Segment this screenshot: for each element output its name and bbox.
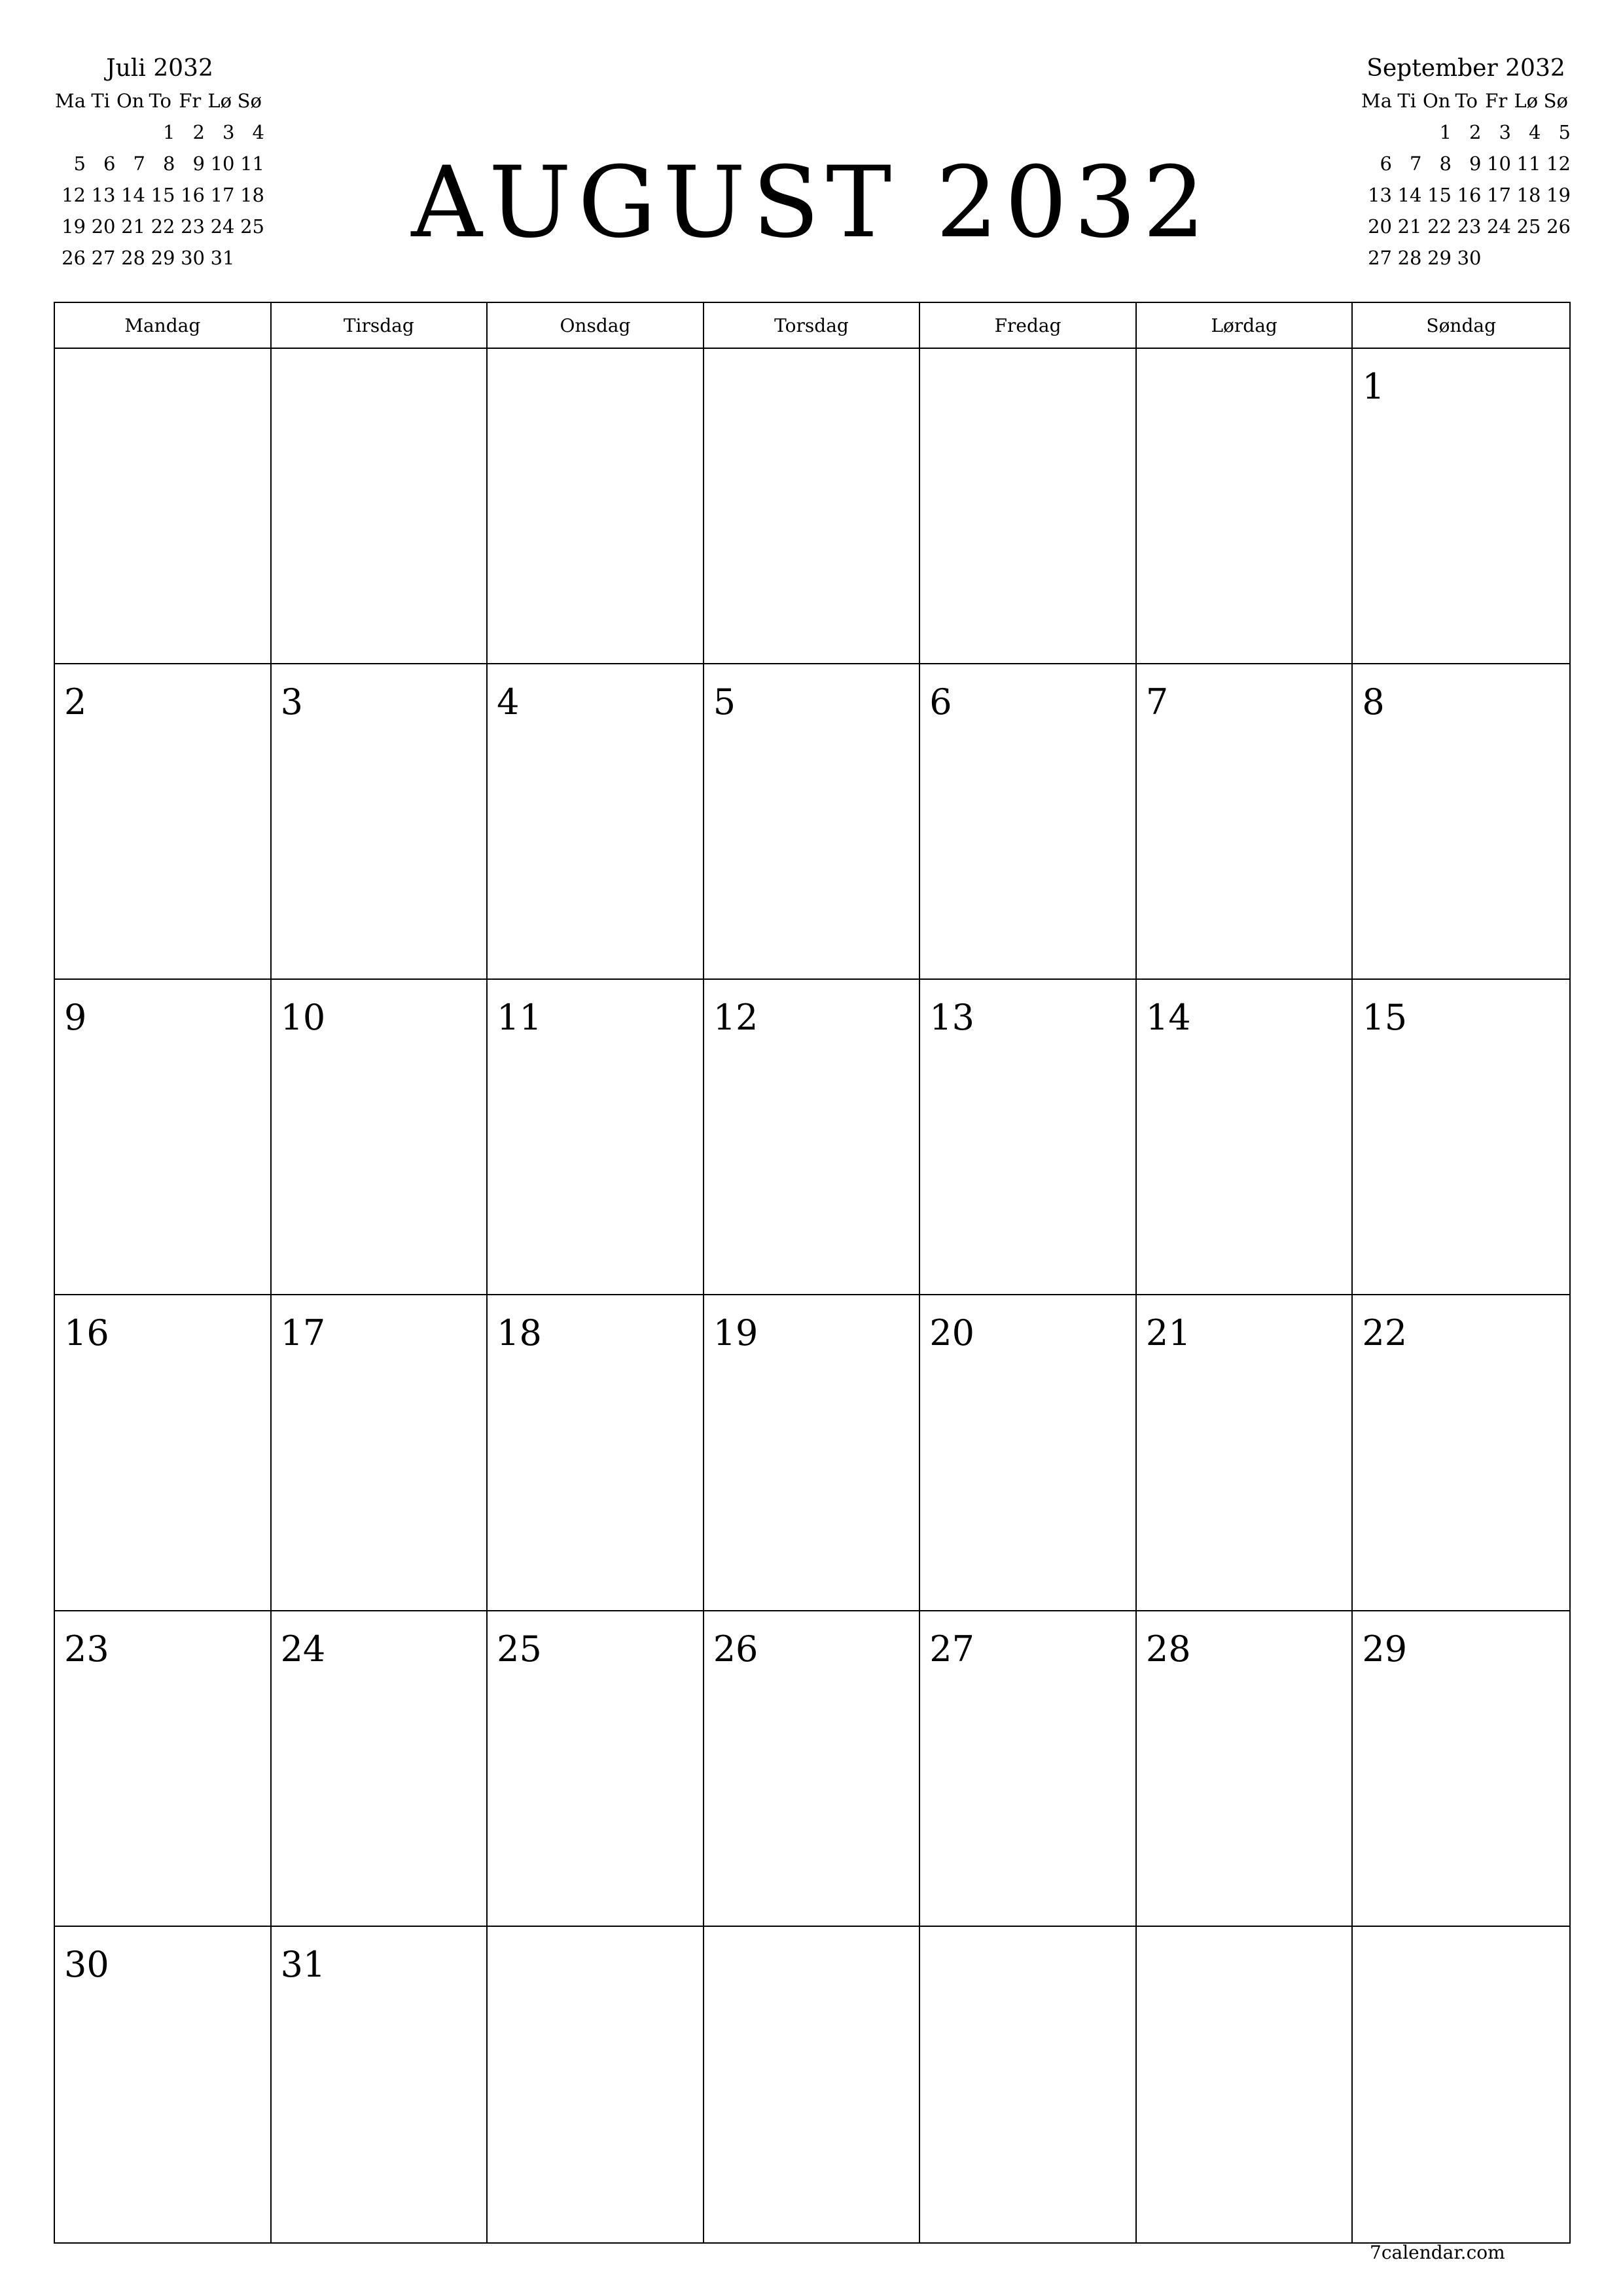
day-cell	[1137, 349, 1353, 664]
day-number: 17	[280, 1312, 326, 1354]
mini-day: 13	[91, 184, 116, 206]
mini-day	[1481, 242, 1511, 274]
mini-weekday-label: Fr	[1485, 90, 1508, 112]
day-cell	[272, 1611, 488, 1927]
mini-day: 21	[1397, 215, 1422, 238]
day-number: 1	[1362, 366, 1385, 407]
mini-calendar-grid	[55, 85, 264, 274]
mini-weekday-label: On	[1423, 90, 1451, 112]
mini-day	[86, 117, 116, 148]
mini-day: 19	[62, 215, 86, 238]
day-cell	[704, 1295, 921, 1611]
day-cell	[1137, 1927, 1353, 2242]
mini-calendar-prev	[55, 52, 264, 274]
mini-day: 20	[1368, 215, 1392, 238]
day-number: 31	[280, 1943, 326, 1985]
mini-calendar-grid	[1361, 85, 1571, 274]
day-cell	[1353, 1611, 1569, 1927]
day-cell	[1137, 664, 1353, 980]
mini-day	[1541, 242, 1571, 274]
day-cell	[1353, 1295, 1569, 1611]
mini-day: 11	[1516, 152, 1541, 175]
mini-day: 15	[151, 184, 175, 206]
mini-day: 21	[121, 215, 145, 238]
day-cell	[55, 664, 272, 980]
day-number: 12	[713, 997, 758, 1039]
weekday-header: Torsdag	[704, 303, 921, 349]
mini-day: 9	[1469, 152, 1482, 175]
day-cell	[704, 349, 921, 664]
mini-weekday-label: Ti	[91, 90, 111, 112]
mini-day: 31	[210, 247, 235, 269]
mini-day: 3	[223, 121, 235, 143]
day-number: 6	[929, 681, 952, 723]
day-number: 5	[713, 681, 736, 723]
day-cell	[488, 1611, 704, 1927]
mini-day: 4	[1529, 121, 1541, 143]
weekday-header: Tirsdag	[272, 303, 488, 349]
mini-day: 22	[151, 215, 175, 238]
mini-weekday-label: Sø	[1543, 90, 1568, 112]
mini-day: 2	[192, 121, 205, 143]
day-cell	[272, 349, 488, 664]
day-cell	[1137, 1295, 1353, 1611]
mini-day: 12	[62, 184, 86, 206]
day-cell	[55, 349, 272, 664]
mini-day: 30	[181, 247, 205, 269]
mini-day	[234, 242, 264, 274]
mini-weekday-label: Sø	[237, 90, 262, 112]
day-cell	[1353, 349, 1569, 664]
day-number: 20	[929, 1312, 974, 1354]
mini-day: 26	[62, 247, 86, 269]
mini-day: 25	[240, 215, 264, 238]
mini-day: 5	[1558, 121, 1571, 143]
weekday-header: Fredag	[920, 303, 1137, 349]
mini-day: 17	[1487, 184, 1511, 206]
day-cell	[55, 1611, 272, 1927]
mini-day: 2	[1469, 121, 1482, 143]
weekday-header: Søndag	[1353, 303, 1569, 349]
day-cell	[272, 1927, 488, 2242]
day-cell	[488, 980, 704, 1295]
day-number: 22	[1362, 1312, 1408, 1354]
mini-day: 12	[1546, 152, 1571, 175]
day-number: 18	[497, 1312, 542, 1354]
day-number: 19	[713, 1312, 758, 1354]
mini-day: 8	[163, 152, 175, 175]
mini-day: 10	[1487, 152, 1511, 175]
mini-calendar-title: Juli 2032	[106, 55, 213, 82]
mini-day	[115, 117, 145, 148]
day-number: 16	[64, 1312, 109, 1354]
day-cell	[488, 1927, 704, 2242]
weekday-header: Mandag	[55, 303, 272, 349]
mini-day: 28	[1397, 247, 1422, 269]
day-cell	[272, 664, 488, 980]
mini-day: 3	[1499, 121, 1511, 143]
day-cell	[704, 980, 921, 1295]
mini-day: 28	[121, 247, 145, 269]
mini-day: 27	[91, 247, 116, 269]
day-cell	[1353, 1927, 1569, 2242]
mini-day: 13	[1368, 184, 1392, 206]
day-cell	[1353, 664, 1569, 980]
day-cell	[488, 349, 704, 664]
day-number: 9	[64, 997, 87, 1039]
mini-day: 25	[1516, 215, 1541, 238]
mini-day	[1361, 117, 1392, 148]
day-number: 2	[64, 681, 87, 723]
day-cell	[55, 1295, 272, 1611]
day-number: 13	[929, 997, 974, 1039]
mini-weekday-label: Ti	[1397, 90, 1417, 112]
day-cell	[272, 980, 488, 1295]
weekday-header: Onsdag	[488, 303, 704, 349]
mini-day: 6	[1380, 152, 1392, 175]
day-cell	[920, 1927, 1137, 2242]
day-cell	[55, 1927, 272, 2242]
mini-day: 24	[1487, 215, 1511, 238]
day-cell	[704, 664, 921, 980]
day-cell	[55, 980, 272, 1295]
mini-weekday-label: Ma	[1361, 90, 1392, 112]
mini-day: 27	[1368, 247, 1392, 269]
day-number: 23	[64, 1628, 109, 1670]
mini-day: 10	[210, 152, 235, 175]
day-cell	[704, 1611, 921, 1927]
day-number: 4	[497, 681, 520, 723]
day-number: 29	[1362, 1628, 1408, 1670]
mini-day: 23	[1457, 215, 1482, 238]
mini-day	[1392, 117, 1422, 148]
mini-day: 17	[210, 184, 235, 206]
mini-day	[1511, 242, 1541, 274]
footer-site-label: 7calendar.com	[1370, 2242, 1505, 2263]
day-number: 25	[497, 1628, 542, 1670]
day-number: 21	[1145, 1312, 1191, 1354]
day-cell	[272, 1295, 488, 1611]
mini-day: 1	[163, 121, 175, 143]
mini-weekday-label: On	[116, 90, 145, 112]
day-number: 10	[280, 997, 326, 1039]
mini-day: 8	[1439, 152, 1452, 175]
day-cell	[920, 664, 1137, 980]
day-cell	[920, 349, 1137, 664]
mini-day: 11	[240, 152, 264, 175]
mini-day: 18	[240, 184, 264, 206]
day-cell	[920, 1295, 1137, 1611]
day-cell	[1137, 1611, 1353, 1927]
mini-day: 14	[121, 184, 145, 206]
day-number: 27	[929, 1628, 974, 1670]
day-number: 8	[1362, 681, 1385, 723]
mini-day: 6	[103, 152, 116, 175]
mini-weekday-label: Ma	[55, 90, 86, 112]
weekday-header: Lørdag	[1137, 303, 1353, 349]
mini-calendar-title: September 2032	[1366, 55, 1565, 82]
mini-day: 16	[1457, 184, 1482, 206]
day-number: 15	[1362, 997, 1408, 1039]
mini-day: 22	[1427, 215, 1452, 238]
mini-day: 18	[1516, 184, 1541, 206]
day-cell	[920, 1611, 1137, 1927]
mini-day: 29	[151, 247, 175, 269]
mini-day: 5	[73, 152, 86, 175]
mini-weekday-label: Lø	[207, 90, 232, 112]
mini-day: 4	[252, 121, 264, 143]
day-number: 26	[713, 1628, 758, 1670]
mini-day: 7	[1410, 152, 1422, 175]
mini-day: 30	[1457, 247, 1482, 269]
day-number: 28	[1145, 1628, 1191, 1670]
mini-day: 29	[1427, 247, 1452, 269]
day-cell	[920, 980, 1137, 1295]
mini-weekday-label: To	[1455, 90, 1478, 112]
mini-day: 9	[192, 152, 205, 175]
month-grid	[54, 302, 1571, 2244]
day-number: 7	[1145, 681, 1169, 723]
mini-day: 1	[1439, 121, 1452, 143]
day-number: 24	[280, 1628, 326, 1670]
mini-weekday-label: Lø	[1514, 90, 1539, 112]
day-cell	[1137, 980, 1353, 1295]
mini-day: 15	[1427, 184, 1452, 206]
mini-day: 19	[1546, 184, 1571, 206]
mini-day: 14	[1397, 184, 1422, 206]
page-title: AUGUST 2032	[411, 146, 1212, 260]
mini-day: 7	[133, 152, 145, 175]
mini-day: 26	[1546, 215, 1571, 238]
mini-day: 16	[181, 184, 205, 206]
day-cell	[488, 664, 704, 980]
day-number: 11	[497, 997, 542, 1039]
mini-day	[55, 117, 86, 148]
day-cell	[704, 1927, 921, 2242]
mini-calendar-next	[1361, 52, 1571, 274]
day-number: 30	[64, 1943, 109, 1985]
mini-day: 20	[91, 215, 116, 238]
mini-day: 23	[181, 215, 205, 238]
mini-weekday-label: Fr	[179, 90, 202, 112]
mini-weekday-label: To	[149, 90, 172, 112]
day-cell	[488, 1295, 704, 1611]
day-number: 3	[280, 681, 303, 723]
mini-day: 24	[210, 215, 235, 238]
day-cell	[1353, 980, 1569, 1295]
day-number: 14	[1145, 997, 1191, 1039]
